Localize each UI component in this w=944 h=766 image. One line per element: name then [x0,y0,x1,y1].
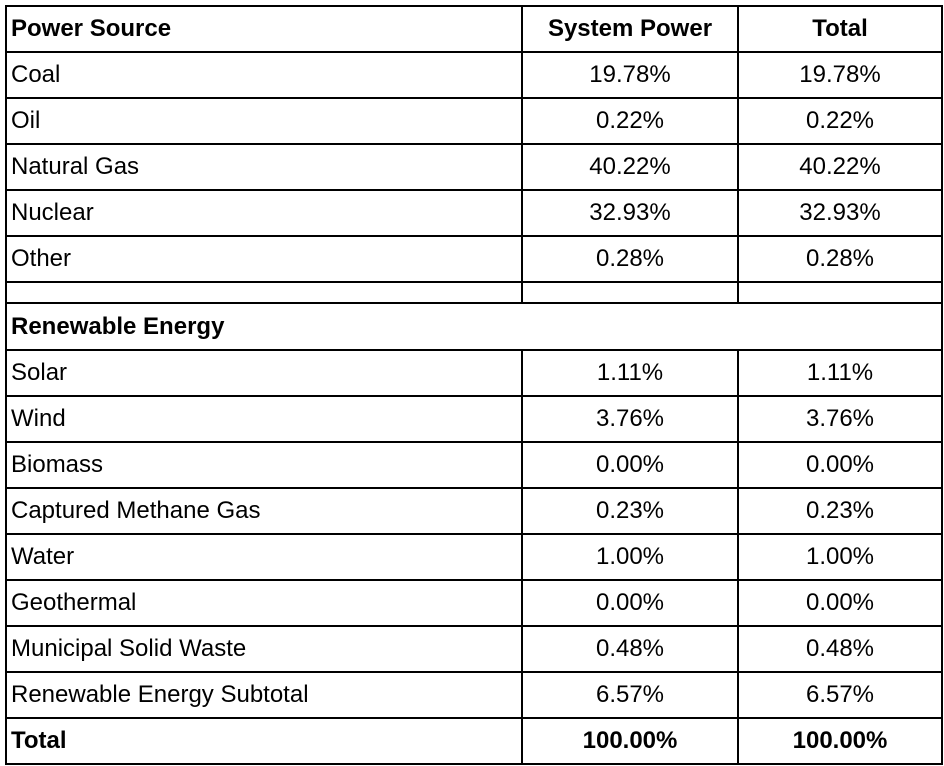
row-label: Water [6,534,522,580]
row-label: Biomass [6,442,522,488]
row-total: 0.28% [738,236,942,282]
spacer-cell [738,282,942,303]
section-title-renewable-energy: Renewable Energy [6,303,942,350]
table-row [6,98,942,144]
row-system-power: 1.00% [522,534,738,580]
table-row [6,488,942,534]
row-total: 32.93% [738,190,942,236]
row-system-power: 0.23% [522,488,738,534]
row-total: 3.76% [738,396,942,442]
total-total: 100.00% [738,718,942,764]
section-header-row [6,303,942,350]
row-system-power: 19.78% [522,52,738,98]
row-label: Municipal Solid Waste [6,626,522,672]
table-row [6,534,942,580]
row-system-power: 0.00% [522,580,738,626]
row-total: 0.23% [738,488,942,534]
row-label: Other [6,236,522,282]
header-power-source: Power Source [6,6,522,52]
table-row [6,190,942,236]
row-system-power: 0.28% [522,236,738,282]
row-label: Renewable Energy Subtotal [6,672,522,718]
row-system-power: 1.11% [522,350,738,396]
spacer-cell [522,282,738,303]
total-label: Total [6,718,522,764]
table-row [6,626,942,672]
table-row [6,236,942,282]
row-total: 0.00% [738,442,942,488]
row-label: Geothermal [6,580,522,626]
row-total: 1.00% [738,534,942,580]
row-label: Oil [6,98,522,144]
header-system-power: System Power [522,6,738,52]
row-total: 0.22% [738,98,942,144]
table-row [6,350,942,396]
row-system-power: 6.57% [522,672,738,718]
table-row [6,580,942,626]
row-label: Natural Gas [6,144,522,190]
spacer-cell [6,282,522,303]
header-row [6,6,942,52]
header-total: Total [738,6,942,52]
row-total: 6.57% [738,672,942,718]
subtotal-row [6,672,942,718]
power-source-table [5,5,943,765]
row-system-power: 3.76% [522,396,738,442]
row-label: Nuclear [6,190,522,236]
table-row [6,144,942,190]
total-system-power: 100.00% [522,718,738,764]
row-label: Captured Methane Gas [6,488,522,534]
row-total: 19.78% [738,52,942,98]
row-total: 1.11% [738,350,942,396]
row-system-power: 0.22% [522,98,738,144]
spacer-row [6,282,942,303]
table-row [6,396,942,442]
row-total: 40.22% [738,144,942,190]
table-row [6,52,942,98]
row-label: Coal [6,52,522,98]
total-row [6,718,942,764]
row-system-power: 32.93% [522,190,738,236]
row-label: Solar [6,350,522,396]
row-total: 0.48% [738,626,942,672]
row-total: 0.00% [738,580,942,626]
row-system-power: 0.48% [522,626,738,672]
table-row [6,442,942,488]
row-label: Wind [6,396,522,442]
row-system-power: 0.00% [522,442,738,488]
row-system-power: 40.22% [522,144,738,190]
